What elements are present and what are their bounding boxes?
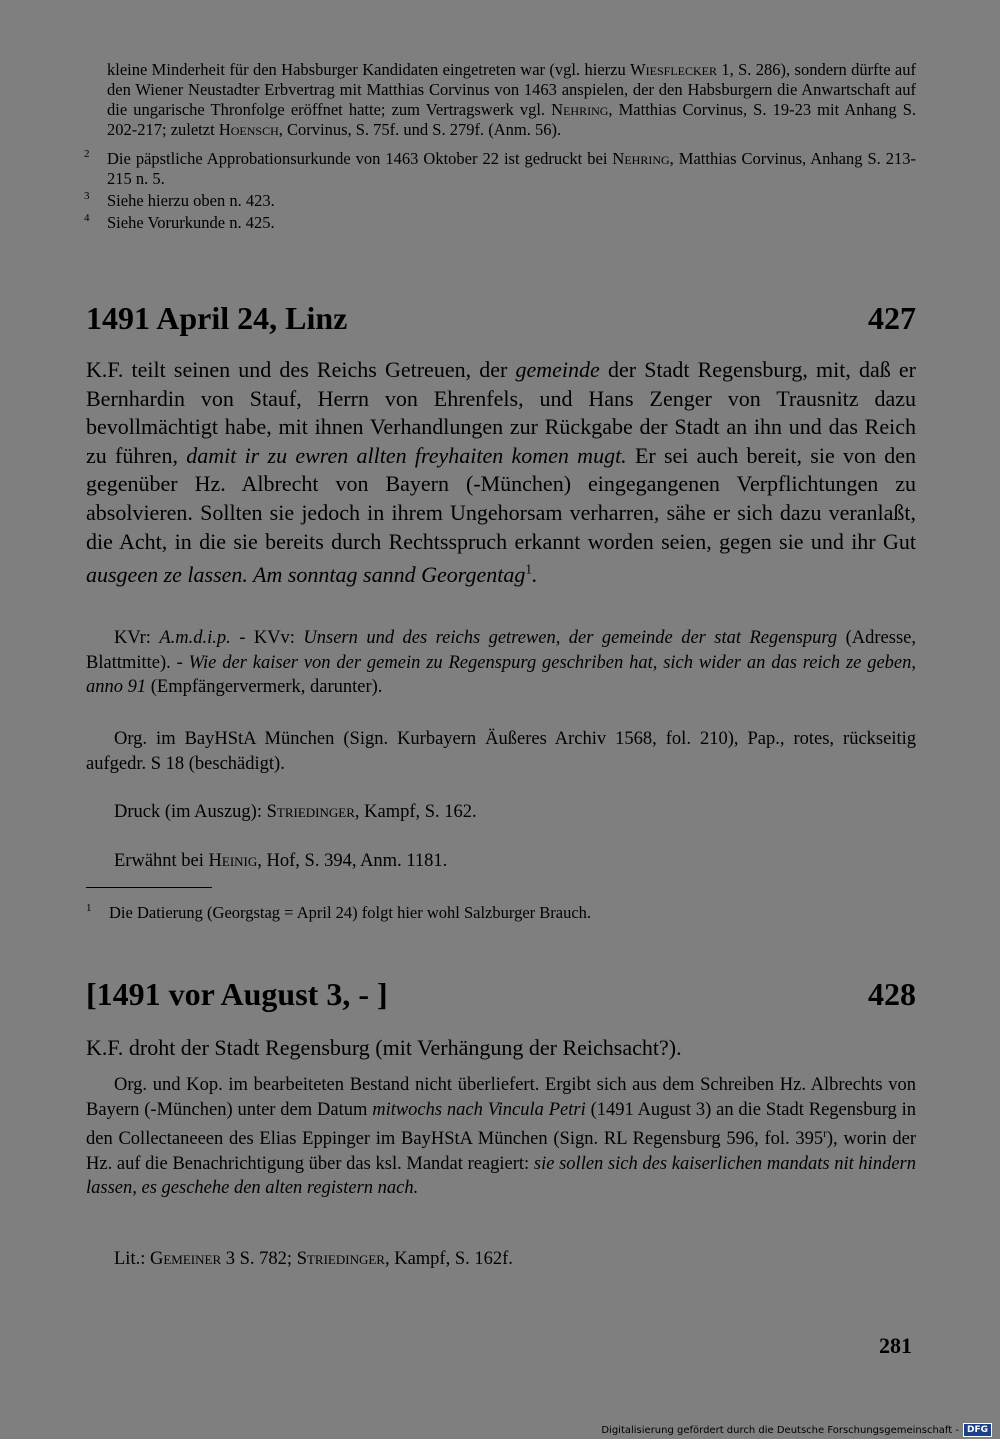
footnote-4: 4 Siehe Vorurkunde n. 425. — [84, 212, 275, 232]
entry-428-heading — [86, 976, 916, 1013]
footnote-text — [107, 213, 275, 232]
footnote-rule — [86, 887, 212, 888]
text-run: Druck (im Auszug): — [114, 802, 267, 822]
footnote-ref: 1 — [525, 562, 532, 578]
entry-number: 428 — [868, 976, 916, 1012]
text-run: KVr: — [114, 628, 160, 648]
entry-427-druck — [86, 800, 916, 825]
footnote-text — [107, 191, 275, 210]
footer-text: Digitalisierung gefördert durch die Deutsche Forschungsgemeinschaft - — [601, 1424, 959, 1436]
footnote-text — [107, 60, 916, 139]
text-run: damit ir zu ewren allten freyhaiten komen mugt. — [186, 442, 627, 468]
text-run: Er sei auch bereit, sie von den gegenüber Hz. Albrecht von Bayern (-München) eingegangenen Verpflichtungen zu absolvieren. Sollten sie jedoch in ihrem Ungehorsam verharren, sähe er sich dazu veranlaßt, die Acht, in die sie bereits durch Rechtsspruch erkannt worden seien, gegen sie und ihr Gut — [86, 442, 916, 554]
entry-date-place: 1491 April 24, Linz — [86, 300, 348, 336]
text-run: Gemeiner — [149, 1249, 222, 1269]
text-run: der Stadt Regensburg, mit, daß er Bernhardin von Stauf, Herrn von Ehrenfels, und Hans Zenger von Trausnitz dazu bevollmächtigt habe, mit ihnen Verhandlungen zur Rückgabe der Stadt an ihn und das Reich zu führen, — [86, 357, 916, 468]
footnote-cont — [84, 60, 916, 140]
text-run: Wie der kaiser von der gemein zu Regenspurg geschriben hat, sich wider an das reich ze geben, anno 91 — [86, 652, 917, 697]
text-run: Org. im BayHStA München (Sign. Kurbayern Äußeres Archiv 1568, fol. 210), Pap., rotes, rückseitig aufgedr. S 18 (beschädigt). — [86, 729, 916, 774]
text-run: , Kampf, S. 162f. — [384, 1249, 513, 1269]
text-run: Die päpstliche Approbationsurkunde von 1463 Oktober 22 ist gedruckt bei — [107, 149, 613, 168]
text-run: ausgeen ze lassen. Am sonntag sannd Georgentag — [86, 562, 526, 588]
text-run: A.m.d.i.p. — [159, 628, 231, 648]
dfg-footer — [601, 1423, 992, 1437]
footnote-2: 2 Die päpstliche Approbationsurkunde von 1463 Oktober 22 ist gedruckt bei Nehring, Matthias Corvinus, Anhang S. 213-215 n. 5. — [84, 148, 917, 188]
text-run: , Matthias Corvinus, S. 19-23 mit Anhang S. 202-217; zuletzt — [107, 100, 916, 139]
text-run: Striedinger — [296, 1249, 385, 1269]
text-run: , Hof, S. 394, Anm. 1181. — [257, 851, 448, 871]
text-run: , Matthias Corvinus, Anhang S. 213-215 n. 5. — [107, 149, 917, 188]
footnote-3: 3 Siehe hierzu oben n. 423. — [84, 190, 275, 210]
page-number: 281 — [879, 1333, 912, 1358]
text-run: - KVv: — [230, 628, 304, 648]
text-run: 3 S. 782; — [221, 1249, 297, 1269]
text-run: . — [531, 562, 538, 588]
text-run: (Adresse, Blattmitte). - — [86, 628, 916, 673]
entry-date-place: [1491 vor August 3, - ] — [86, 976, 388, 1012]
entry-number: 427 — [868, 300, 916, 336]
entry-428-org — [86, 1073, 916, 1201]
text-run: 1, S. 286), sondern dürfte auf den Wiener Neustadter Erbvertrag mit Matthias Corvinus von 1463 anspielen, der den Habsburgern die Anwartschaft auf die ungarische Thronfolge eröffnet hatte; zum Vertragswerk vgl. — [107, 60, 916, 119]
text-run: sie sollen sich des kaiserlichen mandats nit hindern lassen, es geschehe den alten registern nach. — [86, 1153, 916, 1199]
text-run: , Kampf, S. 162. — [354, 802, 477, 822]
text-run: Unsern und des reichs getrewen, der gemeinde der stat Regenspurg — [303, 628, 838, 648]
text-run: Wiesflecker — [630, 60, 718, 79]
text-run: Nehring — [551, 100, 609, 119]
text-run: , Corvinus, S. 75f. und S. 279f. (Anm. 56). — [278, 120, 562, 139]
entry-427-regest — [86, 356, 916, 590]
text-run: Lit.: — [114, 1249, 150, 1269]
footnote-1: 1 Die Datierung (Georgstag = April 24) folgt hier wohl Salzburger Brauch. — [86, 902, 592, 922]
text-run: Siehe Vorurkunde n. 425. — [107, 213, 275, 232]
text-run: K.F. droht der Stadt Regensburg (mit Verhängung der Reichsacht?). — [86, 1035, 682, 1060]
entry-427-footnote — [86, 903, 916, 923]
entry-427-erwaehnt — [86, 849, 916, 874]
footnote-text — [107, 149, 916, 188]
text-run: Erwähnt bei — [114, 851, 209, 871]
entry-427-heading — [86, 300, 916, 337]
footnote-ref: r — [823, 1128, 827, 1140]
entry-428-regest — [86, 1034, 916, 1063]
footnotes-top — [84, 60, 916, 233]
text-run: Siehe hierzu oben n. 423. — [107, 191, 275, 210]
text-run: Striedinger — [266, 802, 355, 822]
entry-427-org — [86, 727, 916, 776]
text-run: Hoensch — [218, 120, 279, 139]
dfg-logo: DFG — [963, 1423, 992, 1437]
text-run: Org. und Kop. im bearbeiteten Bestand nicht überliefert. Ergibt sich aus dem Schreiben Hz. Albrechts von Bayern (-München) unter dem Datum — [86, 1075, 916, 1120]
text-run: kleine Minderheit für den Habsburger Kandidaten eingetreten war (vgl. hierzu — [107, 60, 631, 79]
text-run: gemeinde — [515, 357, 600, 382]
text-run: mitwochs nach Vincula Petri — [372, 1099, 586, 1120]
text-run: (Empfängervermerk, darunter). — [146, 677, 383, 697]
entry-427-kv — [86, 626, 916, 700]
entry-428-lit — [86, 1247, 916, 1272]
text-run: ), worin der Hz. auf die Benachrichtigung über das ksl. Mandat reagiert: — [86, 1129, 916, 1174]
text-run: Nehring — [612, 149, 670, 168]
text-run: Heinig — [208, 851, 258, 871]
text-run: (1491 August 3) an die Stadt Regensburg in den Collectaneeen des Elias Eppinger im BayHStA München (Sign. RL Regensburg 596, fol. 395 — [86, 1099, 916, 1150]
text-run: K.F. teilt seinen und des Reichs Getreuen, der — [86, 357, 516, 382]
